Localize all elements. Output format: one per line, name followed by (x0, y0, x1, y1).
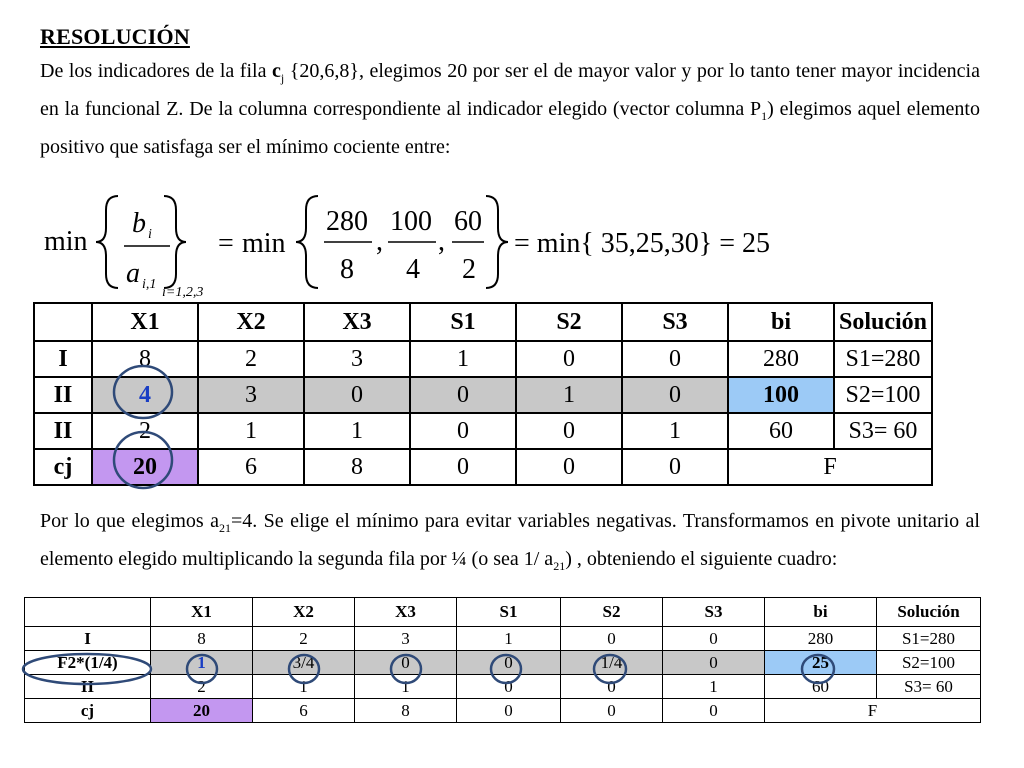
table-cell: 0 (457, 699, 561, 723)
table-cell: 0 (622, 341, 728, 377)
table-cell: 0 (457, 651, 561, 675)
row-label: I (34, 341, 92, 377)
col-header: S2 (561, 598, 663, 627)
table-cell: 0 (457, 675, 561, 699)
table-cell: 60 (728, 413, 834, 449)
solution-cell: S2=100 (877, 651, 981, 675)
table-row (34, 341, 932, 377)
min-text-2: min (242, 228, 286, 259)
pivot-b-cell: 100 (728, 377, 834, 413)
row-label: II (25, 675, 151, 699)
text-run: =4. Se elige el mínimo para evitar variables negativas. Transformamos en pivote unitario al elemento elegido multiplicando la segunda fila por ¼ (o sea 1/ a (40, 510, 980, 570)
i1-sub: i,1 (142, 277, 157, 292)
solution-cell: S2=100 (834, 377, 932, 413)
table-cell: 0 (561, 699, 663, 723)
table-cell: 280 (765, 627, 877, 651)
pivot-element: 1 (151, 651, 253, 675)
table-cell: 8 (355, 699, 457, 723)
table-cell: 280 (728, 341, 834, 377)
den-2: 4 (406, 254, 420, 285)
col-header (410, 303, 516, 341)
table-cell: 60 (765, 675, 877, 699)
table-cell: 1 (198, 413, 304, 449)
section-title: RESOLUCIÓN (40, 24, 190, 49)
min-text: min (44, 226, 88, 257)
table-cell: 0 (304, 377, 410, 413)
subscript: 21 (218, 521, 231, 535)
pivot-paragraph (40, 506, 980, 582)
table-cell: 3 (355, 627, 457, 651)
table-cell: 0 (561, 675, 663, 699)
header-label: X2 (236, 308, 266, 335)
table-cell: 8 (92, 341, 198, 377)
table-cell: 3 (304, 341, 410, 377)
header-label: X1 (130, 308, 160, 335)
min-ratio-formula (20, 180, 920, 300)
den-3: 2 (462, 254, 476, 285)
table-cell: 2 (198, 341, 304, 377)
table-header-row (34, 303, 932, 341)
corner-cell (25, 598, 151, 627)
table-cell: 0 (561, 627, 663, 651)
subscript: 21 (553, 559, 566, 573)
text-run: ) , obteniendo el siguiente cuadro: (565, 548, 838, 570)
text-run: Por lo que elegimos a (40, 510, 219, 532)
table-cell: 1 (457, 627, 561, 651)
table-row (34, 413, 932, 449)
col-header: bi (765, 598, 877, 627)
pivot-b-cell: 25 (765, 651, 877, 675)
col-header: X3 (355, 598, 457, 627)
table-cell: 0 (516, 449, 622, 485)
table-cell: 1/4 (561, 651, 663, 675)
table-cell: 8 (304, 449, 410, 485)
table-cell: 0 (410, 377, 516, 413)
col-header (198, 303, 304, 341)
row-label: F2*(1/4) (25, 651, 151, 675)
objective-cell: F (765, 699, 981, 723)
table-row (25, 675, 981, 699)
equals-sign: = (218, 228, 234, 259)
table-cell: 1 (622, 413, 728, 449)
col-header (834, 303, 932, 341)
col-header: S3 (663, 598, 765, 627)
table-cell: 0 (410, 413, 516, 449)
col-header (304, 303, 410, 341)
table-row (25, 627, 981, 651)
table-header-row (25, 598, 981, 627)
solution-cell: S3= 60 (877, 675, 981, 699)
simplex-table-1 (33, 302, 933, 486)
pivot-cj-cell: 20 (92, 449, 198, 485)
col-header: S1 (457, 598, 561, 627)
b-sym: b (132, 208, 146, 239)
pivot-element: 4 (92, 377, 198, 413)
comma: , (376, 226, 383, 257)
text-run: {20,6,8}, elegimos 20 por ser el de mayor valor y por lo tanto tener mayor incidencia en la funcional Z. De la columna correspondiente al indicador elegido (vector columna P (40, 60, 980, 120)
row-label: cj (34, 449, 92, 485)
table-cell: 2 (151, 675, 253, 699)
subscript: j (280, 71, 285, 85)
row-label: II (34, 413, 92, 449)
table-cell: 0 (516, 413, 622, 449)
header-label: S1 (450, 308, 476, 335)
i-sub: i (148, 227, 152, 242)
col-header: X1 (151, 598, 253, 627)
index-range: i=1,2,3 (162, 285, 204, 300)
col-header (516, 303, 622, 341)
table-cell: 3/4 (253, 651, 355, 675)
table-cell: 0 (516, 341, 622, 377)
col-header (728, 303, 834, 341)
table-cell: 3 (198, 377, 304, 413)
formula-result: = min{ 35,25,30} = 25 (514, 228, 771, 259)
row-label: II (34, 377, 92, 413)
solution-cell: S1=280 (877, 627, 981, 651)
col-header: Solución (877, 598, 981, 627)
intro-paragraph (40, 56, 980, 163)
cj-symbol: c (271, 60, 281, 82)
table-cell: 1 (304, 413, 410, 449)
table-cell: 0 (663, 699, 765, 723)
col-header (92, 303, 198, 341)
col-header: X2 (253, 598, 355, 627)
objective-cell: F (728, 449, 932, 485)
row-label: I (25, 627, 151, 651)
num-2: 100 (390, 206, 432, 237)
simplex-table-2 (24, 597, 981, 723)
col-header (622, 303, 728, 341)
table-cell: 1 (516, 377, 622, 413)
table-cell: 0 (410, 449, 516, 485)
table-cell: 1 (355, 675, 457, 699)
text-run: ) elegimos aquel elemento positivo que satisfaga ser el mínimo cociente entre: (40, 98, 980, 158)
table-cell: 1 (663, 675, 765, 699)
num-3: 60 (454, 206, 482, 237)
table-cell: 1 (253, 675, 355, 699)
den-1: 8 (340, 254, 354, 285)
pivot-row (34, 377, 932, 413)
cj-row (34, 449, 932, 485)
comma: , (438, 226, 445, 257)
pivot-cj-cell: 20 (151, 699, 253, 723)
header-label: S3 (662, 308, 688, 335)
table-cell: 0 (622, 377, 728, 413)
cj-row (25, 699, 981, 723)
a-sym: a (126, 258, 140, 289)
table-cell: 0 (663, 651, 765, 675)
table-cell: 2 (92, 413, 198, 449)
num-1: 280 (326, 206, 368, 237)
text-run: De los indicadores de la fila (40, 60, 272, 82)
header-label: S2 (556, 308, 582, 335)
table-cell: 6 (198, 449, 304, 485)
table-cell: 0 (355, 651, 457, 675)
corner-cell (34, 303, 92, 341)
table-cell: 1 (410, 341, 516, 377)
solution-cell: S1=280 (834, 341, 932, 377)
subscript: 1 (761, 109, 768, 123)
table-cell: 6 (253, 699, 355, 723)
solution-cell: S3= 60 (834, 413, 932, 449)
table-cell: 2 (253, 627, 355, 651)
header-label: bi (770, 308, 791, 335)
row-label: cj (25, 699, 151, 723)
table-cell: 0 (663, 627, 765, 651)
header-label: X3 (342, 308, 372, 335)
table-cell: 8 (151, 627, 253, 651)
pivot-row (25, 651, 981, 675)
header-label: Solución (838, 308, 928, 335)
table-cell: 0 (622, 449, 728, 485)
